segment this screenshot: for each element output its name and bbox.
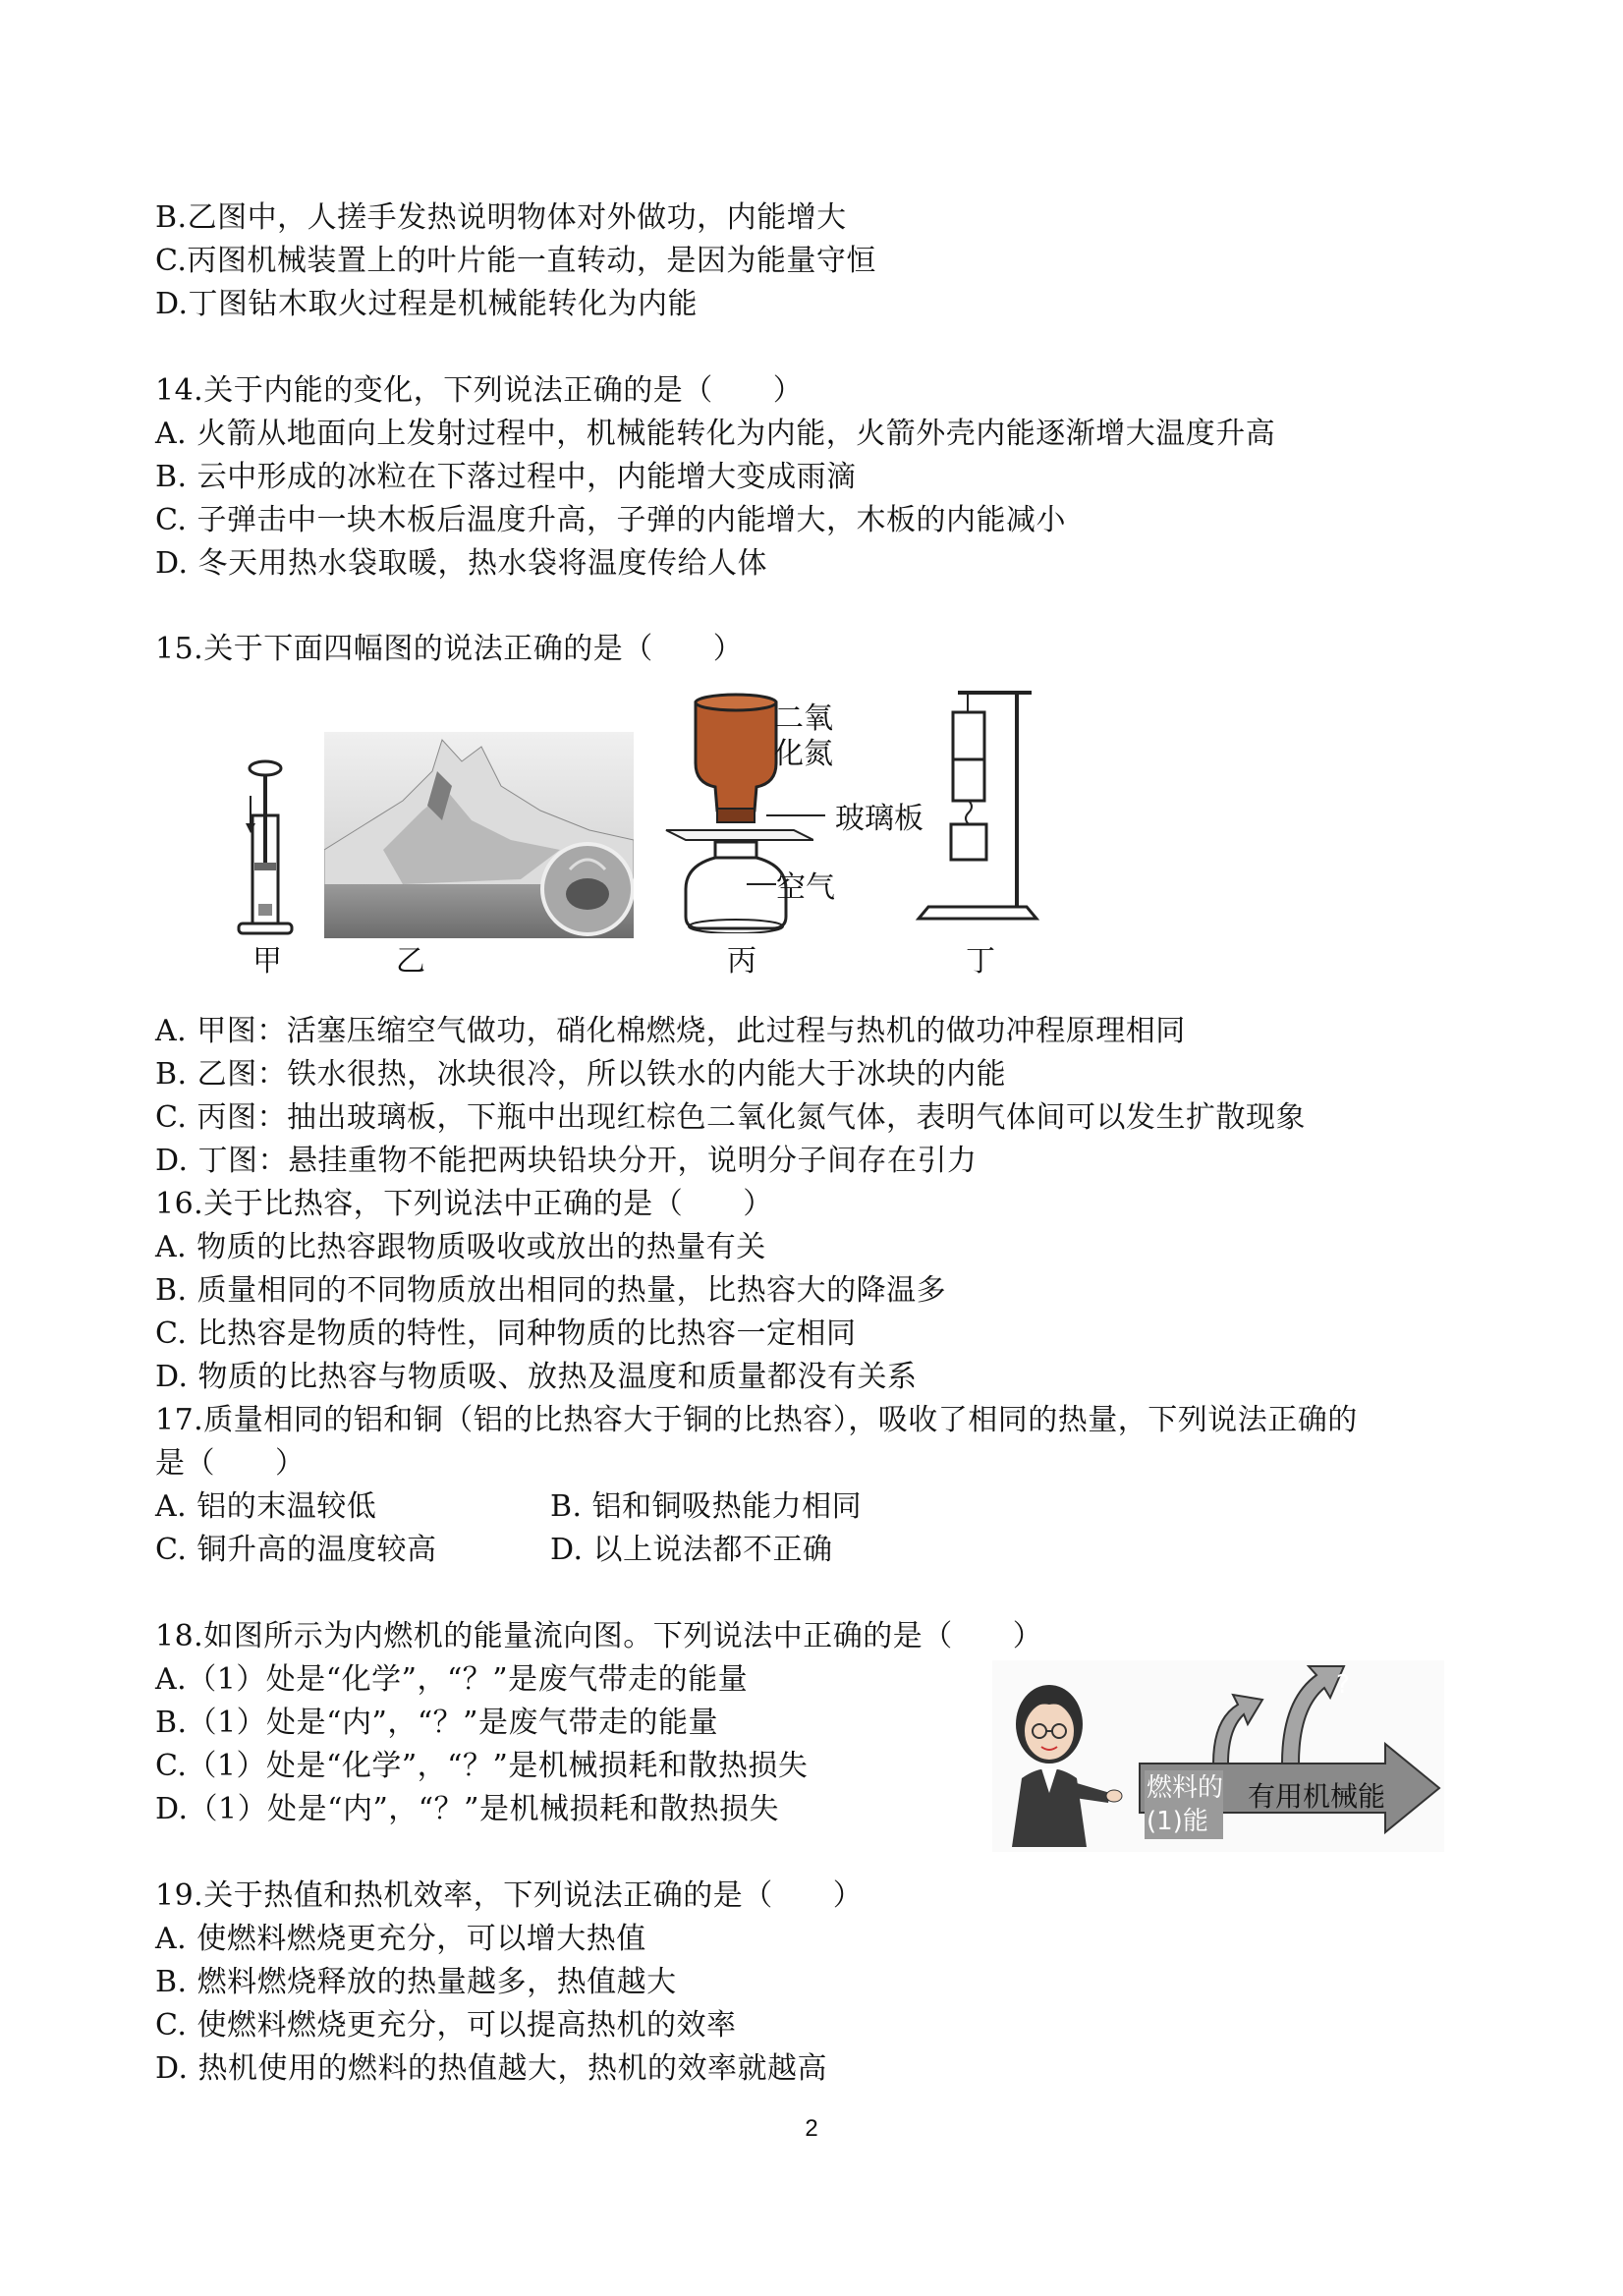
question-15-stem: 15.关于下面四幅图的说法正确的是（ ） bbox=[155, 632, 744, 666]
question-17-option-b: B. 铝和铜吸热能力相同 bbox=[550, 1489, 863, 1524]
question-16-stem: 16.关于比热容，下列说法中正确的是（ ） bbox=[155, 1187, 773, 1221]
label-glass-plate: 玻璃板 bbox=[835, 802, 923, 836]
question-17-option-a: A. 铝的末温较低 bbox=[155, 1489, 377, 1524]
question-18-option-d: D.（1）处是“内”，“？”是机械损耗和散热损失 bbox=[155, 1792, 779, 1826]
figure-energy-flow bbox=[992, 1660, 1444, 1852]
label-air: 空气 bbox=[776, 870, 835, 905]
energy-flow-question-mark: ? bbox=[1336, 1670, 1350, 1700]
question-19-option-d: D. 热机使用的燃料的热值越大，热机的效率就越高 bbox=[155, 2051, 828, 2086]
question-18-option-b: B.（1）处是“内”，“？”是废气带走的能量 bbox=[155, 1706, 719, 1740]
figure-label-yi: 乙 bbox=[396, 944, 425, 979]
question-15-option-b: B. 乙图：铁水很热，冰块很冷，所以铁水的内能大于冰块的内能 bbox=[155, 1057, 1007, 1092]
question-19-option-a: A. 使燃料燃烧更充分，可以增大热值 bbox=[155, 1922, 646, 1956]
question-17-option-d: D. 以上说法都不正确 bbox=[550, 1533, 833, 1567]
air-pointer bbox=[747, 869, 776, 899]
energy-flow-useful: 有用机械能 bbox=[1248, 1780, 1386, 1813]
label-no2-line1: 二氧 bbox=[774, 701, 833, 736]
question-19-stem: 19.关于热值和热机效率，下列说法正确的是（ ） bbox=[155, 1878, 864, 1913]
figure-jia-piston-cylinder bbox=[231, 756, 300, 943]
question-18-option-c: C.（1）处是“化学”，“？”是机械损耗和散热损失 bbox=[155, 1749, 809, 1783]
option-13d: D.丁图钻木取火过程是机械能转化为内能 bbox=[155, 287, 699, 321]
energy-flow-fuel-line1: 燃料的 bbox=[1147, 1773, 1224, 1803]
question-14-option-a: A. 火箭从地面向上发射过程中，机械能转化为内能，火箭外壳内能逐渐增大温度升高 bbox=[155, 417, 1276, 451]
figure-label-bing: 丙 bbox=[727, 944, 756, 979]
question-15-option-c: C. 丙图：抽出玻璃板，下瓶中出现红棕色二氧化氮气体，表明气体间可以发生扩散现象 bbox=[155, 1100, 1306, 1135]
question-16-option-b: B. 质量相同的不同物质放出相同的热量，比热容大的降温多 bbox=[155, 1273, 947, 1308]
option-13c: C.丙图机械装置上的叶片能一直转动，是因为能量守恒 bbox=[155, 244, 876, 278]
label-no2-line2: 化氮 bbox=[774, 737, 833, 771]
question-19-option-c: C. 使燃料燃烧更充分，可以提高热机的效率 bbox=[155, 2008, 737, 2043]
question-18-option-a: A.（1）处是“化学”，“？”是废气带走的能量 bbox=[155, 1662, 749, 1697]
figure-label-ding: 丁 bbox=[966, 944, 995, 979]
question-15-option-a: A. 甲图：活塞压缩空气做功，硝化棉燃烧，此过程与热机的做功冲程原理相同 bbox=[155, 1014, 1186, 1048]
question-18-stem: 18.如图所示为内燃机的能量流向图。下列说法中正确的是（ ） bbox=[155, 1619, 1043, 1653]
glass-plate-pointer bbox=[766, 796, 835, 825]
question-14-stem: 14.关于内能的变化，下列说法正确的是（ ） bbox=[155, 373, 804, 408]
figure-ding-lead-blocks bbox=[909, 683, 1046, 928]
question-14-option-d: D. 冬天用热水袋取暖，热水袋将温度传给人体 bbox=[155, 546, 768, 581]
question-15-option-d: D. 丁图：悬挂重物不能把两块铅块分开，说明分子间存在引力 bbox=[155, 1144, 978, 1178]
option-13b: B.乙图中，人搓手发热说明物体对外做功，内能增大 bbox=[155, 200, 847, 235]
energy-flow-fuel-line2: (1)能 bbox=[1147, 1807, 1208, 1836]
question-19-option-b: B. 燃料燃烧释放的热量越多，热值越大 bbox=[155, 1965, 677, 1999]
figure-yi-iceberg-photo bbox=[324, 732, 634, 938]
question-16-option-a: A. 物质的比热容跟物质吸收或放出的热量有关 bbox=[155, 1230, 766, 1264]
question-14-option-c: C. 子弹击中一块木板后温度升高，子弹的内能增大，木板的内能减小 bbox=[155, 503, 1066, 537]
question-17-stem-line2: 是（ ） bbox=[155, 1446, 306, 1481]
question-16-option-d: D. 物质的比热容与物质吸、放热及温度和质量都没有关系 bbox=[155, 1360, 918, 1394]
question-16-option-c: C. 比热容是物质的特性，同种物质的比热容一定相同 bbox=[155, 1316, 857, 1351]
question-17-option-c: C. 铜升高的温度较高 bbox=[155, 1533, 437, 1567]
page-number: 2 bbox=[805, 2115, 818, 2142]
figure-label-jia: 甲 bbox=[252, 944, 282, 979]
question-14-option-b: B. 云中形成的冰粒在下落过程中，内能增大变成雨滴 bbox=[155, 460, 857, 494]
question-17-stem-line1: 17.质量相同的铝和铜（铝的比热容大于铜的比热容），吸收了相同的热量，下列说法正确的 bbox=[155, 1403, 1358, 1437]
